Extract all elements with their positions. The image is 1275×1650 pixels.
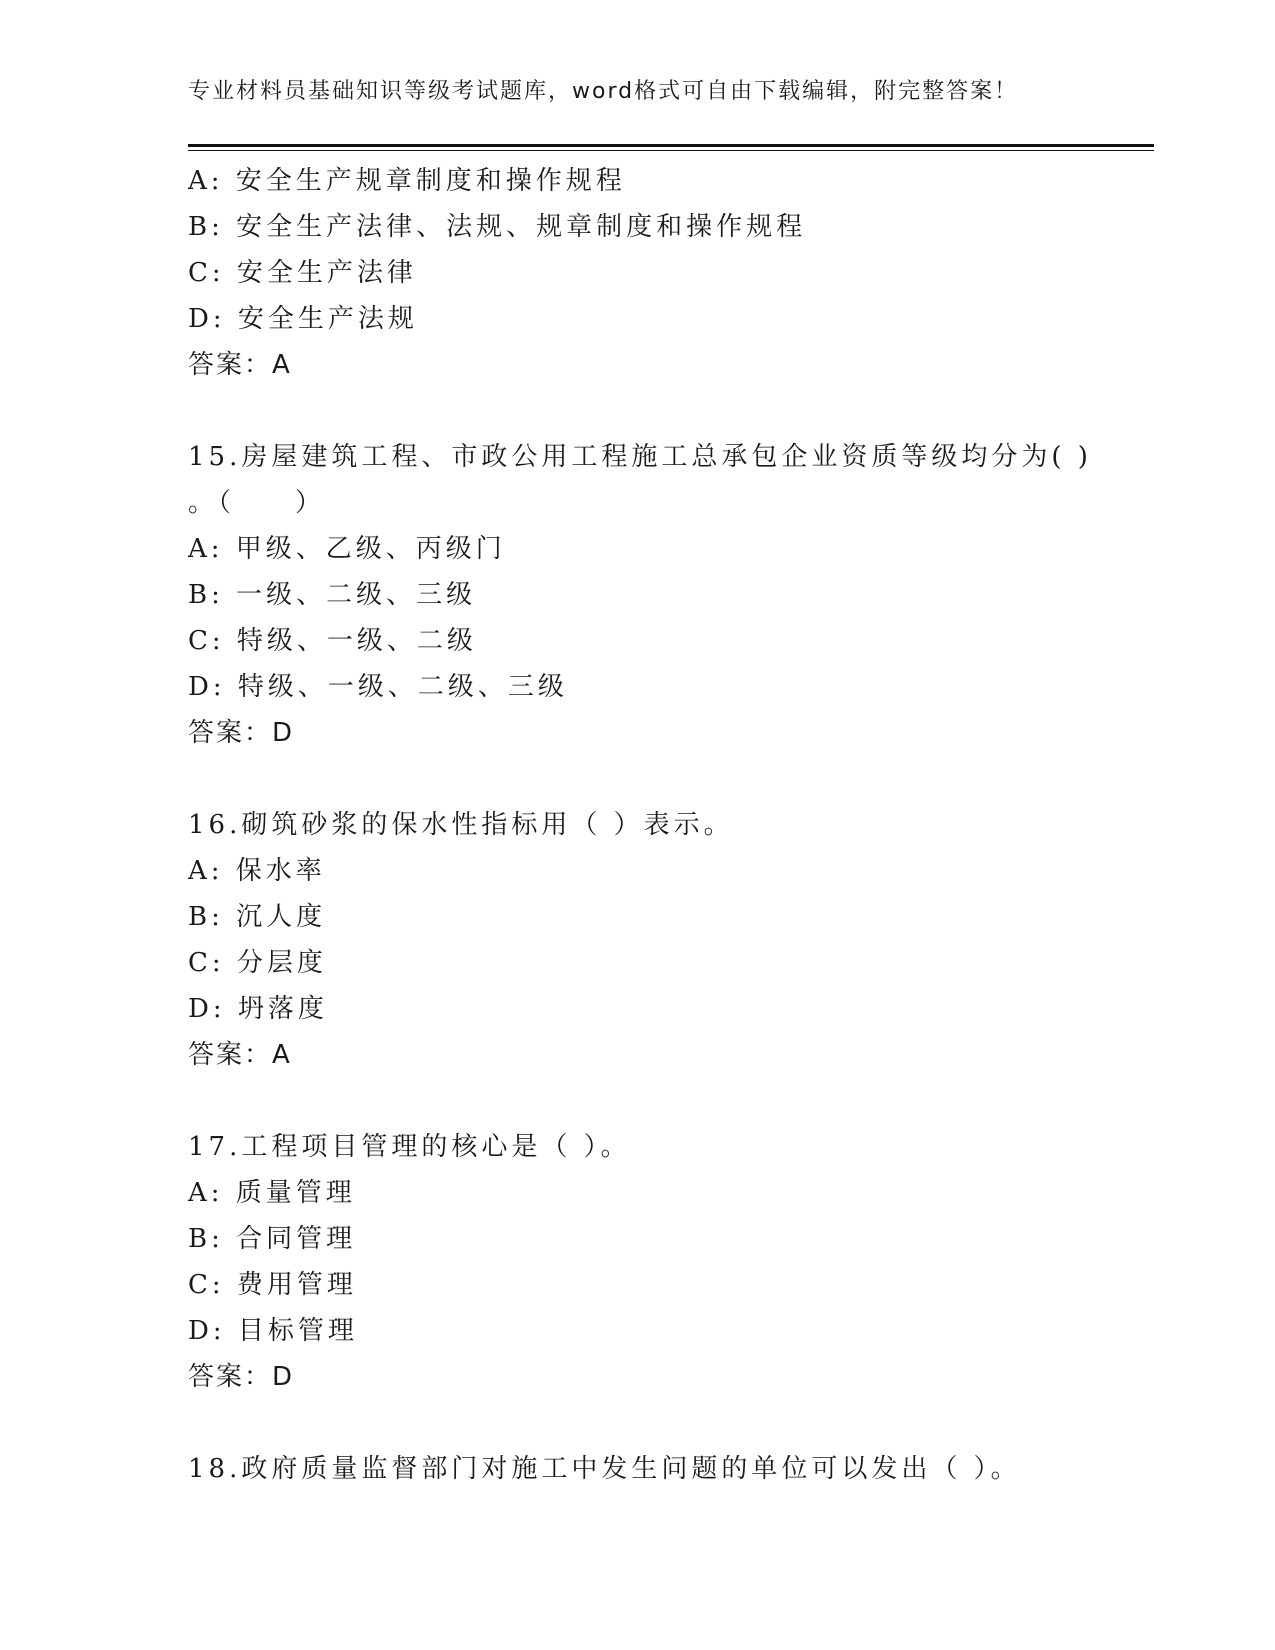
question-stem-continued: 。（ ）	[188, 488, 326, 518]
question-stem: 15.房屋建筑工程、市政公用工程施工总承包企业资质等级均分为( )	[188, 442, 1092, 472]
option-a: A: 安全生产规章制度和操作规程	[188, 166, 626, 196]
spacer	[188, 756, 1154, 802]
option-b: B: 沉人度	[188, 902, 327, 932]
option-c: C: 特级、一级、二级	[188, 626, 477, 656]
question-16	[188, 802, 1154, 1078]
question-15	[188, 434, 1154, 756]
question-17	[188, 1124, 1154, 1400]
question-18	[188, 1446, 1154, 1492]
option-c: C: 安全生产法律	[188, 258, 417, 288]
answer-line: 答案：D	[188, 718, 295, 748]
answer-line: 答案：D	[188, 1362, 295, 1392]
spacer	[188, 1078, 1154, 1124]
question-stem: 16.砌筑砂浆的保水性指标用（ ）表示。	[188, 810, 734, 840]
answer-line: 答案：A	[188, 350, 292, 380]
header-rule-thick	[188, 144, 1154, 147]
question-stem: 17.工程项目管理的核心是（ ）。	[188, 1132, 631, 1162]
option-a: A: 保水率	[188, 856, 326, 886]
option-c: C: 费用管理	[188, 1270, 357, 1300]
option-a: A: 甲级、乙级、丙级门	[188, 534, 506, 564]
spacer	[188, 388, 1154, 434]
header-rule-thin	[188, 150, 1154, 151]
option-a: A: 质量管理	[188, 1178, 356, 1208]
option-d: D: 坍落度	[188, 994, 328, 1024]
spacer	[188, 1400, 1154, 1446]
question-14	[188, 158, 1154, 388]
option-b: B: 一级、二级、三级	[188, 580, 477, 610]
question-stem: 18.政府质量监督部门对施工中发生问题的单位可以发出（ ）。	[188, 1454, 1021, 1484]
question-list	[188, 158, 1154, 1492]
option-d: D: 安全生产法规	[188, 304, 418, 334]
option-d: D: 目标管理	[188, 1316, 358, 1346]
page-header: 专业材料员基础知识等级考试题库，word格式可自由下载编辑，附完整答案！	[188, 79, 1019, 104]
option-c: C: 分层度	[188, 948, 327, 978]
option-b: B: 安全生产法律、法规、规章制度和操作规程	[188, 212, 807, 242]
option-d: D: 特级、一级、二级、三级	[188, 672, 568, 702]
answer-line: 答案：A	[188, 1040, 292, 1070]
option-b: B: 合同管理	[188, 1224, 357, 1254]
